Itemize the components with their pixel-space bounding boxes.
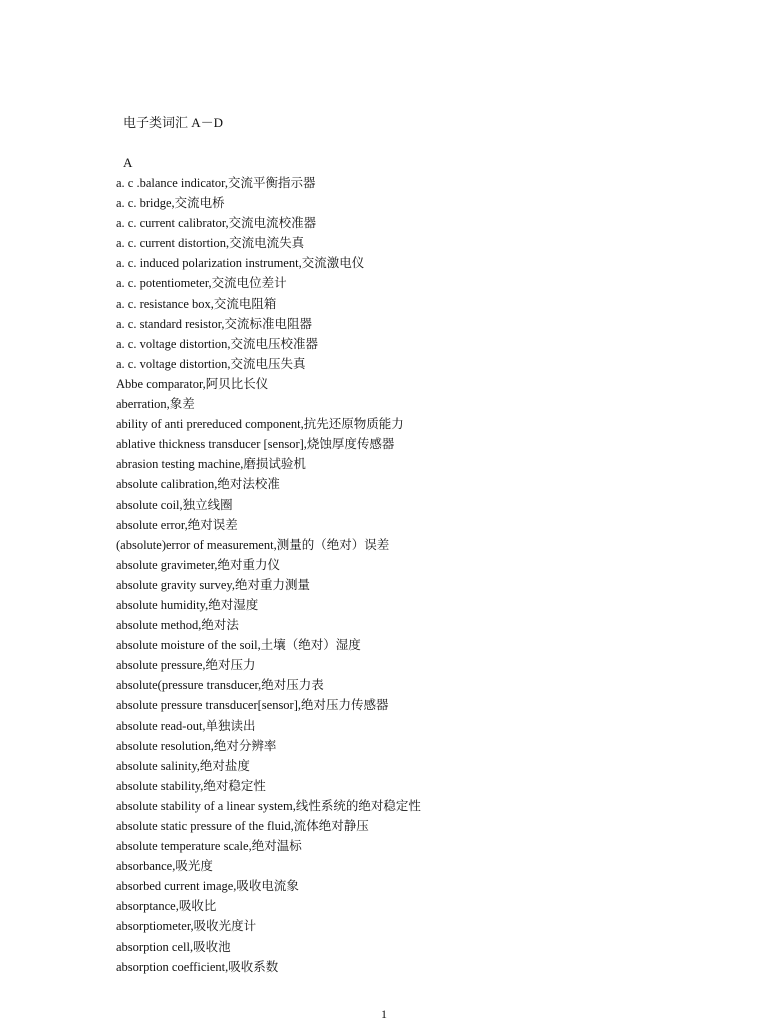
- glossary-entry: absolute salinity,绝对盐度: [116, 758, 250, 773]
- glossary-entry: absorbance,吸光度: [116, 859, 213, 874]
- glossary-entry: (absolute)error of measurement,测量的（绝对）误差: [116, 537, 390, 552]
- glossary-entry: aberration,象差: [116, 397, 195, 412]
- glossary-entry: a. c .balance indicator,交流平衡指示器: [116, 176, 316, 190]
- glossary-entry: a. c. current calibrator,交流电流校准器: [116, 216, 317, 231]
- glossary-entry: absorption cell,吸收池: [116, 939, 231, 954]
- glossary-entry: a. c. induced polarization instrument,交流激电仪: [116, 256, 365, 271]
- document-title: 电子类词汇 A－D: [123, 115, 224, 130]
- glossary-entry: absolute coil,独立线圈: [116, 497, 233, 512]
- glossary-entry: absolute(pressure transducer,绝对压力表: [116, 678, 324, 693]
- glossary-entry: absolute static pressure of the fluid,流体绝对静压: [116, 819, 369, 833]
- glossary-entry: a. c. standard resistor,交流标准电阻器: [116, 316, 312, 331]
- glossary-entry: Abbe comparator,阿贝比长仪: [116, 376, 269, 391]
- glossary-entry: absorbed current image,吸收电流象: [116, 879, 299, 894]
- glossary-entry: absolute gravimeter,绝对重力仪: [116, 557, 281, 572]
- glossary-entry: ablative thickness transducer [sensor],烧蚀厚度传感器: [116, 437, 395, 452]
- glossary-entry: absolute pressure transducer[sensor],绝对压力传感器: [116, 698, 389, 713]
- glossary-entry: absolute stability,绝对稳定性: [116, 778, 266, 793]
- glossary-entry: absolute pressure,绝对压力: [116, 658, 256, 673]
- glossary-entry: abrasion testing machine,磨损试验机: [116, 457, 306, 472]
- glossary-entry: absolute humidity,绝对湿度: [116, 597, 259, 612]
- glossary-entry: ability of anti prereduced component,抗先还原物质能力: [116, 417, 404, 432]
- section-heading: A: [123, 155, 133, 170]
- glossary-entry: absolute moisture of the soil,土壤（绝对）湿度: [116, 638, 361, 653]
- glossary-entry: a. c. current distortion,交流电流失真: [116, 236, 305, 251]
- glossary-entry: absorptance,吸收比: [116, 899, 217, 914]
- glossary-entry: absorptiometer,吸收光度计: [116, 919, 257, 934]
- glossary-entry: a. c. voltage distortion,交流电压校准器: [116, 336, 319, 351]
- glossary-entry: absolute stability of a linear system,线性系统的绝对稳定性: [116, 798, 421, 813]
- page-number: 1: [381, 1007, 387, 1021]
- glossary-entry: absolute resolution,绝对分辨率: [116, 738, 277, 753]
- glossary-entry: absorption coefficient,吸收系数: [116, 959, 279, 974]
- glossary-entry: absolute method,绝对法: [116, 618, 239, 633]
- glossary-entry: absolute temperature scale,绝对温标: [116, 839, 302, 854]
- glossary-entry: absolute gravity survey,绝对重力测量: [116, 577, 310, 592]
- glossary-entry: absolute calibration,绝对法校准: [116, 477, 280, 492]
- glossary-entry: a. c. resistance box,交流电阻箱: [116, 296, 277, 311]
- glossary-entry-list: [116, 173, 676, 977]
- glossary-entry: a. c. bridge,交流电桥: [116, 196, 225, 211]
- glossary-entry: a. c. voltage distortion,交流电压失真: [116, 356, 306, 371]
- glossary-entry: absolute error,绝对误差: [116, 517, 238, 532]
- glossary-entry: a. c. potentiometer,交流电位差计: [116, 276, 287, 291]
- glossary-entry: absolute read-out,单独读出: [116, 718, 256, 733]
